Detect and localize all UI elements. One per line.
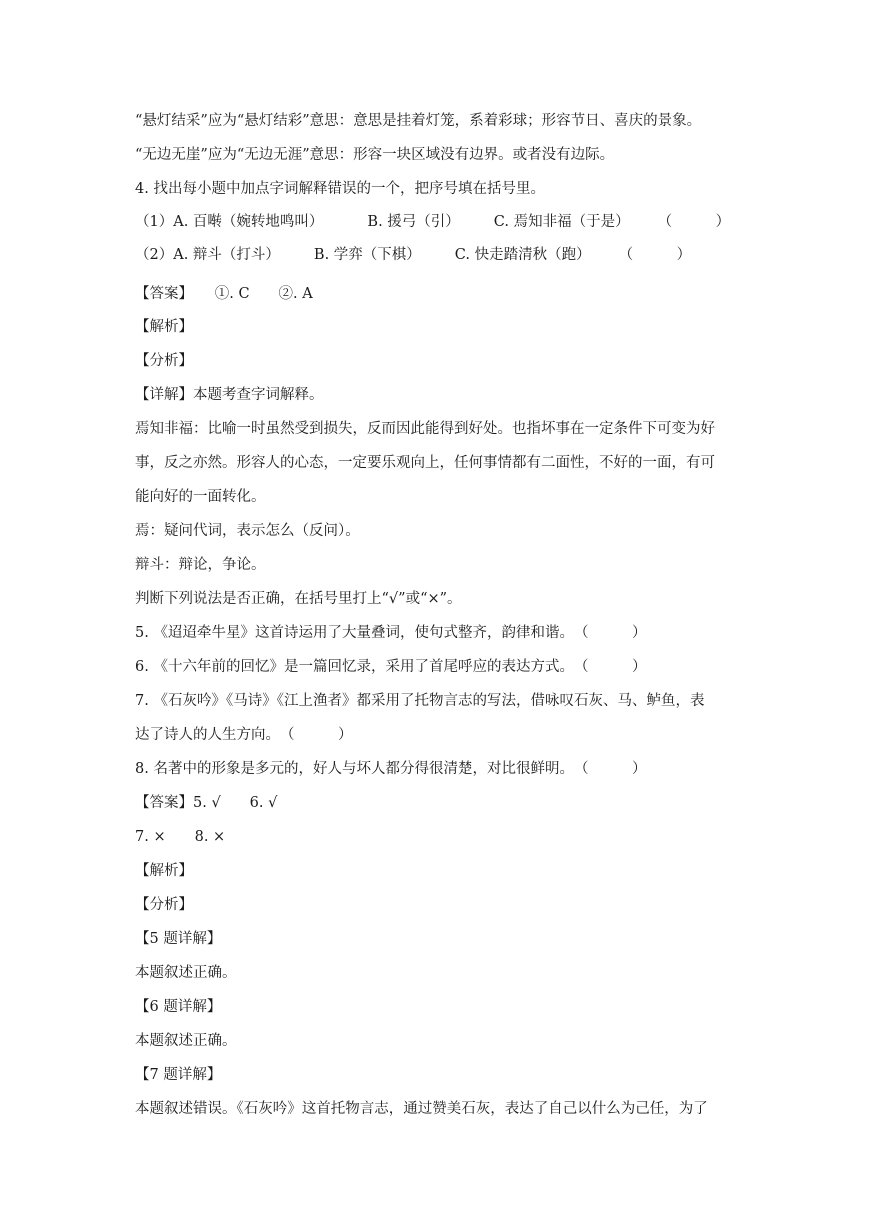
text-line: 能向好的一面转化。 [135,489,266,505]
dotted-char: 援 [387,214,402,230]
text-line: “无边无崖”应为“无边无涯”意思：形容一块区域没有边界。或者没有边际。 [135,147,615,163]
answer-line: 7. × 8. × [135,829,226,845]
analysis-heading: 【解析】 [135,863,193,879]
text-line: “悬灯结采”应为“悬灯结彩”意思：意思是挂着灯笼，系着彩球；形容节日、喜庆的景象。 [135,113,702,129]
answer-bracket: （ ） [657,214,731,230]
option-2c-gloss: 踏清秋（跑） [503,247,591,263]
question-7-cont: 达了诗人的人生方向。 （ ） [135,727,353,743]
answer-label: 【答案】 ①. C ②. A [135,286,313,302]
question-7: 7. 《石灰吟》《马诗》《江上渔者》都采用了托物言志的写法，借咏叹石灰、马、鲈鱼，表 [135,693,705,709]
dotted-char: 弈 [348,247,363,263]
dotted-char: 焉 [513,214,529,230]
question-6: 6. 《十六年前的回忆》是一篇回忆录，采用了首尾呼应的表达方式。 （ ） [135,659,647,675]
question-8: 8. 名著中的形象是多元的，好人与坏人都分得很清楚，对比很鲜明。 （ ） [135,761,647,777]
analysis-heading: 【解析】 [135,319,193,335]
option-2a-prefix: （2）A. 辩 [135,247,208,263]
option-1c-gloss: 知非福（于是） [528,214,630,230]
option-1a-gloss: （婉转地鸣叫） [221,214,324,230]
option-2a-gloss: （打斗） [221,247,280,263]
answer-bracket: （ ） [618,247,692,263]
text-line: 事，反之亦然。形容人的心态，一定要乐观向上，任何事情都有二面性，不好的一面，有可 [135,455,715,471]
option-1b-prefix: B. [367,214,388,230]
text-line: 本题叙述错误。《石灰吟》这首托物言志，通过赞美石灰，表达了自己以什么为己任，为了 [135,1101,708,1117]
dotted-char: 啭 [207,214,222,230]
dotted-char: 走 [489,247,504,263]
analysis-subheading: 【分析】 [135,897,193,913]
option-1c-prefix: C. [493,214,514,230]
text-line: 焉知非福：比喻一时虽然受到损失，反而因此能得到好处。也指坏事在一定条件下可变为好 [135,421,715,437]
text-line: 本题叙述正确。 [135,965,237,981]
analysis-subheading: 【分析】 [135,353,193,369]
answer-label: 【答案】5. √ 6. √ [135,795,278,811]
question-4-item-2 [135,245,745,265]
option-1a-prefix: （1）A. 百 [135,214,208,230]
dotted-char: 斗 [207,247,222,263]
text-line: 辩斗：辩论，争论。 [135,557,266,573]
question-4-prompt: 4. 找出每小题中加点字词解释错误的一个，把序号填在括号里。 [135,181,545,197]
question-4-item-1 [135,212,745,232]
detail-heading: 【详解】本题考查字词解释。 [135,387,324,403]
text-line: 本题叙述正确。 [135,1033,237,1049]
section-prompt: 判断下列说法是否正确，在括号里打上“√”或“×”。 [135,591,462,607]
detail-heading-7: 【7 题详解】 [135,1067,222,1083]
text-line: 焉：疑问代词，表示怎么（反问）。 [135,523,360,539]
question-5: 5. 《迢迢牵牛星》这首诗运用了大量叠词，使句式整齐，韵律和谐。 （ ） [135,625,647,641]
option-2c-prefix: C. 快 [454,247,490,263]
option-2b-prefix: B. 学 [313,247,349,263]
option-1b-gloss: 弓（引） [401,214,460,230]
detail-heading-5: 【5 题详解】 [135,931,222,947]
detail-heading-6: 【6 题详解】 [135,999,222,1015]
option-2b-gloss: （下棋） [362,247,421,263]
